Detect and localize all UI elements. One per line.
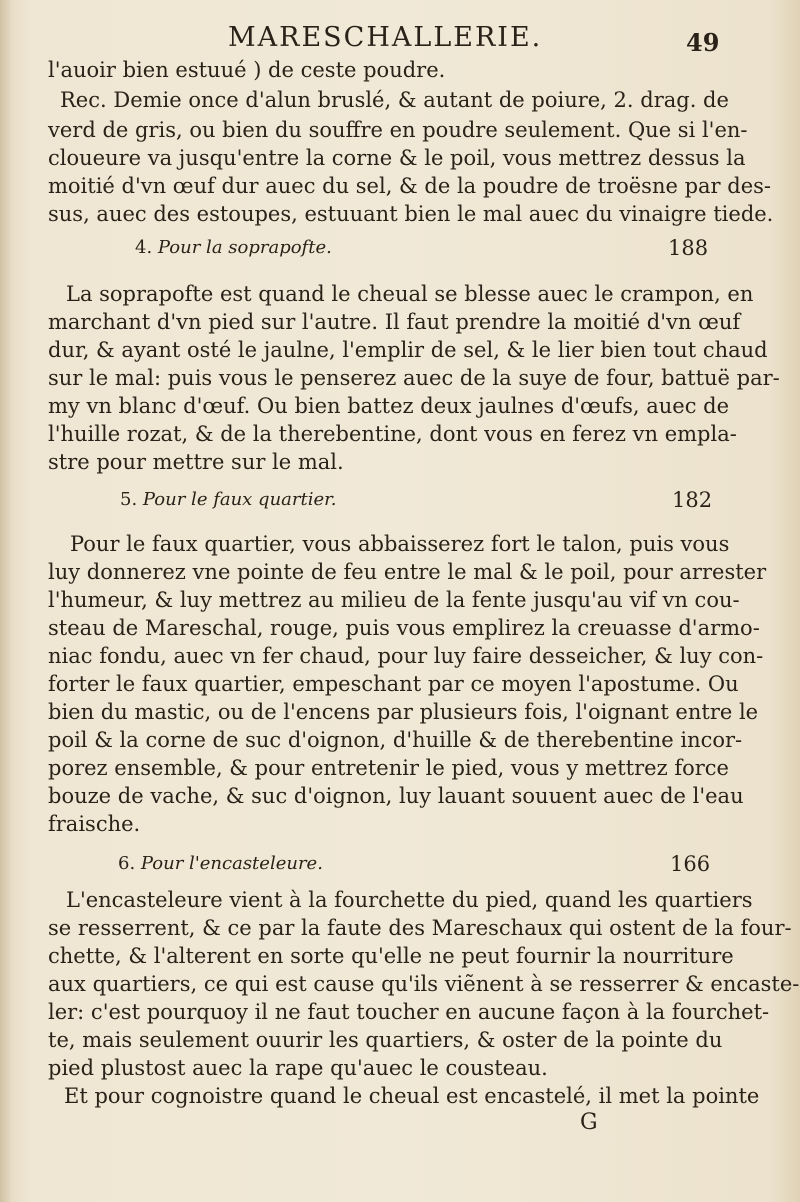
text-line: l'huille rozat, & de la therebentine, dont vous en ferez vn empla- bbox=[48, 422, 737, 446]
text-line: forter le faux quartier, empeschant par ce moyen l'apostume. Ou bbox=[48, 672, 739, 696]
running-head bbox=[0, 22, 800, 58]
text-line: Pour le faux quartier, vous abbaisserez fort le talon, puis vous bbox=[70, 532, 730, 556]
text-line: verd de gris, ou bien du souffre en poudre seulement. Que si l'en- bbox=[48, 118, 748, 142]
catchword: G bbox=[580, 1110, 598, 1135]
section-heading bbox=[120, 489, 337, 510]
text-line: sur le mal: puis vous le penserez auec de la suye de four, battuë par- bbox=[48, 366, 780, 390]
page-number: 49 bbox=[686, 28, 720, 57]
text-line: cloueure va jusqu'entre la corne & le poil, vous mettrez dessus la bbox=[48, 146, 746, 170]
section-reference: 182 bbox=[672, 488, 713, 512]
text-line: marchant d'vn pied sur l'autre. Il faut prendre la moitié d'vn œuf bbox=[48, 310, 741, 334]
text-line: se resserrent, & ce par la faute des Mareschaux qui ostent de la four- bbox=[48, 916, 792, 940]
text-line: pied plustost auec la rape qu'auec le cousteau. bbox=[48, 1056, 548, 1080]
text-line: porez ensemble, & pour entretenir le pied, vous y mettrez force bbox=[48, 756, 729, 780]
text-line: stre pour mettre sur le mal. bbox=[48, 450, 344, 474]
page-gutter-shadow bbox=[0, 0, 12, 1202]
text-line: bien du mastic, ou de l'encens par plusieurs fois, l'oignant entre le bbox=[48, 700, 759, 724]
section-title: Pour le faux quartier. bbox=[142, 489, 337, 510]
text-line: luy donnerez vne pointe de feu entre le mal & le poil, pour arrester bbox=[48, 560, 767, 584]
text-line: Et pour cognoistre quand le cheual est encastelé, il met la pointe bbox=[64, 1084, 760, 1108]
text-line: steau de Mareschal, rouge, puis vous emplirez la creuasse d'armo- bbox=[48, 616, 760, 640]
text-line: Rec. Demie once d'alun bruslé, & autant de poiure, 2. drag. de bbox=[60, 88, 729, 112]
text-line: l'auoir bien estuué ) de ceste poudre. bbox=[48, 58, 446, 82]
section-number: 4. bbox=[135, 237, 153, 258]
text-line: poil & la corne de suc d'oignon, d'huille & de therebentine incor- bbox=[48, 728, 743, 752]
text-line: te, mais seulement ouurir les quartiers, & oster de la pointe du bbox=[48, 1028, 723, 1052]
text-line: fraische. bbox=[48, 812, 141, 836]
section-number: 5. bbox=[120, 489, 138, 510]
section-heading bbox=[118, 853, 323, 874]
section-number: 6. bbox=[118, 853, 136, 874]
section-heading bbox=[135, 237, 332, 258]
text-line: aux quartiers, ce qui est cause qu'ils viẽnent à se resserrer & encaste- bbox=[48, 972, 800, 996]
text-line: bouze de vache, & suc d'oignon, luy lauant souuent auec de l'eau bbox=[48, 784, 744, 808]
text-line: chette, & l'alterent en sorte qu'elle ne peut fournir la nourriture bbox=[48, 944, 734, 968]
text-line: dur, & ayant osté le jaulne, l'emplir de sel, & le lier bien tout chaud bbox=[48, 338, 768, 362]
text-line: my vn blanc d'œuf. Ou bien battez deux jaulnes d'œufs, auec de bbox=[48, 394, 730, 418]
section-title: Pour la soprapofte. bbox=[157, 237, 332, 258]
text-line: ler: c'est pourquoy il ne faut toucher en aucune façon à la fourchet- bbox=[48, 1000, 770, 1024]
text-line: niac fondu, auec vn fer chaud, pour luy faire desseicher, & luy con- bbox=[48, 644, 764, 668]
section-reference: 188 bbox=[668, 236, 709, 260]
text-line: La soprapofte est quand le cheual se blesse auec le crampon, en bbox=[66, 282, 754, 306]
section-title: Pour l'encasteleure. bbox=[140, 853, 323, 874]
section-reference: 166 bbox=[670, 852, 711, 876]
text-line: moitié d'vn œuf dur auec du sel, & de la poudre de troësne par des- bbox=[48, 174, 771, 198]
text-line: sus, auec des estoupes, estuuant bien le mal auec du vinaigre tiede. bbox=[48, 202, 774, 226]
text-line: L'encasteleure vient à la fourchette du pied, quand les quartiers bbox=[66, 888, 753, 912]
running-head-title: MARESCHALLERIE. bbox=[228, 22, 543, 53]
text-line: l'humeur, & luy mettrez au milieu de la fente jusqu'au vif vn cou- bbox=[48, 588, 740, 612]
